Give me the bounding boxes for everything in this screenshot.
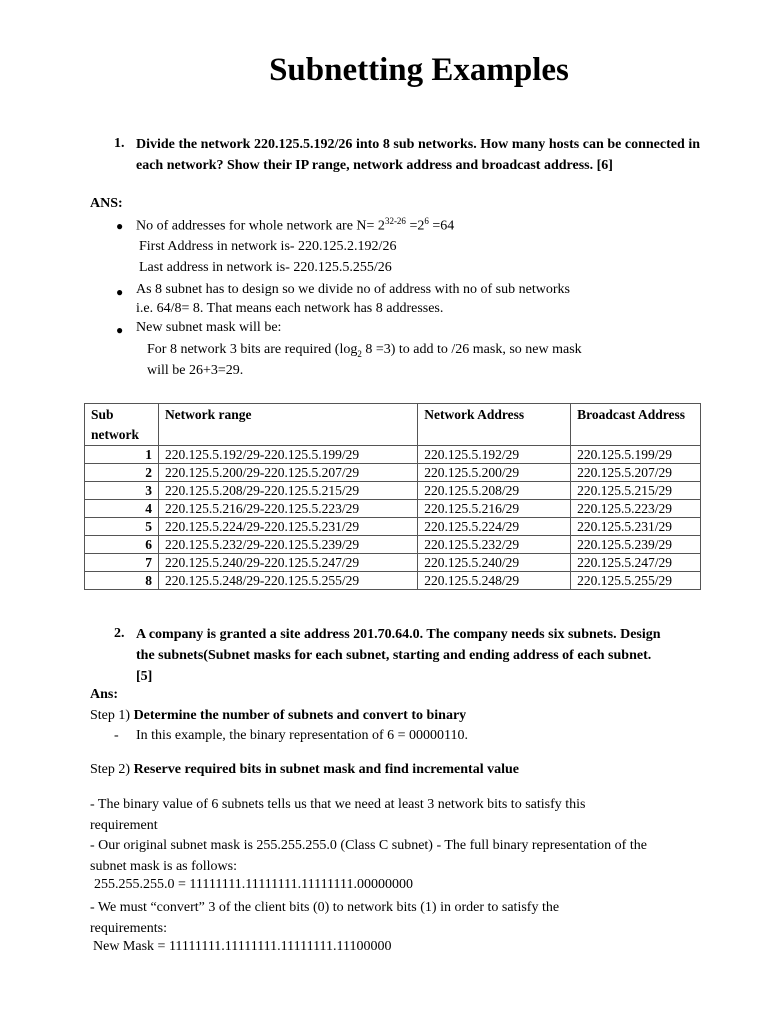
cell-network: 220.125.5.200/29 <box>418 464 571 482</box>
question-2-text: A company is granted a site address 201.70.64.0. The company needs six subnets. Design the subnets(Subnet masks for each subnet, starting and ending address of each subnet. [5] <box>136 627 661 684</box>
header-broadcast-address: Broadcast Address <box>571 404 701 446</box>
cell-range: 220.125.5.248/29-220.125.5.255/29 <box>158 572 417 590</box>
table-row <box>85 464 701 482</box>
new-mask-binary: New Mask = 11111111.11111111.11111111.11100000 <box>93 939 392 954</box>
answer-2-label: Ans: <box>90 687 119 702</box>
step-1-dash: - <box>114 728 119 743</box>
cell-sub: 8 <box>85 572 159 590</box>
cell-network: 220.125.5.216/29 <box>418 500 571 518</box>
bullet-2-line-2: i.e. 64/8= 8. That means each network has 8 addresses. <box>136 301 444 316</box>
cell-sub: 7 <box>85 554 159 572</box>
table-row <box>85 518 701 536</box>
table-row <box>85 482 701 500</box>
table-row <box>85 572 701 590</box>
cell-broadcast: 220.125.5.223/29 <box>571 500 701 518</box>
cell-network: 220.125.5.208/29 <box>418 482 571 500</box>
cell-range: 220.125.5.232/29-220.125.5.239/29 <box>158 536 417 554</box>
cell-broadcast: 220.125.5.231/29 <box>571 518 701 536</box>
header-network-range: Network range <box>158 404 417 446</box>
cell-range: 220.125.5.200/29-220.125.5.207/29 <box>158 464 417 482</box>
step-2-para-4: - We must “convert” 3 of the client bits (0) to network bits (1) in order to satisfy the requirements: <box>90 900 560 936</box>
addresses-count-line: No of addresses for whole network are $N= 2^{32-26} =2^6 =64$ <box>136 216 455 234</box>
question-1-text: Divide the network 220.125.5.192/26 into 8 sub networks. How many hosts can be connected in each network? Show their IP range, network address and broadcast address. [6] <box>136 137 700 173</box>
step-1-heading: Step 1) Determine the number of subnets and convert to binary <box>90 708 467 723</box>
bullet-2-line-1: As 8 subnet has to design so we divide no of address with no of sub networks <box>136 282 570 297</box>
bullet-icon: ● <box>116 219 124 233</box>
cell-sub: 3 <box>85 482 159 500</box>
cell-sub: 1 <box>85 446 159 464</box>
table-row <box>85 500 701 518</box>
cell-network: 220.125.5.248/29 <box>418 572 571 590</box>
answer-1-label: ANS: <box>90 196 123 211</box>
cell-network: 220.125.5.232/29 <box>418 536 571 554</box>
first-address-line: First Address in network is- 220.125.2.192/26 <box>139 239 397 254</box>
cell-range: 220.125.5.240/29-220.125.5.247/29 <box>158 554 417 572</box>
subnet-table <box>84 403 701 590</box>
page-title: Subnetting Examples <box>269 52 569 88</box>
cell-range: 220.125.5.208/29-220.125.5.215/29 <box>158 482 417 500</box>
question-2-number: 2. <box>114 626 125 641</box>
cell-broadcast: 220.125.5.215/29 <box>571 482 701 500</box>
cell-network: 220.125.5.192/29 <box>418 446 571 464</box>
cell-sub: 6 <box>85 536 159 554</box>
table-row <box>85 446 701 464</box>
cell-sub: 2 <box>85 464 159 482</box>
header-sub-network: Sub network <box>85 404 159 446</box>
bullet-icon: ● <box>116 285 124 299</box>
cell-broadcast: 220.125.5.255/29 <box>571 572 701 590</box>
cell-network: 220.125.5.240/29 <box>418 554 571 572</box>
cell-network: 220.125.5.224/29 <box>418 518 571 536</box>
cell-broadcast: 220.125.5.239/29 <box>571 536 701 554</box>
subnet-bits-line: For 8 network 3 bits are required ($\log_2$ 8 =3) to add to /26 mask, so new mask <box>147 342 582 359</box>
cell-sub: 5 <box>85 518 159 536</box>
question-1-number: 1. <box>114 136 125 151</box>
cell-range: 220.125.5.216/29-220.125.5.223/29 <box>158 500 417 518</box>
original-mask-binary: 255.255.255.0 = 11111111.11111111.11111111.00000000 <box>94 877 413 892</box>
last-address-line: Last address in network is- 220.125.5.255/26 <box>139 260 392 275</box>
step-2-heading: Step 2) Reserve required bits in subnet mask and find incremental value <box>90 762 519 777</box>
step-2-para-2: - Our original subnet mask is 255.255.255.0 (Class C subnet) - The full binary representation of the subnet mask is as follows: <box>90 838 647 874</box>
cell-broadcast: 220.125.5.199/29 <box>571 446 701 464</box>
cell-range: 220.125.5.224/29-220.125.5.231/29 <box>158 518 417 536</box>
cell-broadcast: 220.125.5.247/29 <box>571 554 701 572</box>
table-header-row <box>85 404 701 446</box>
bullet-icon: ● <box>116 323 124 337</box>
header-network-address: Network Address <box>418 404 571 446</box>
bullet-3-line: New subnet mask will be: <box>136 320 282 335</box>
cell-range: 220.125.5.192/29-220.125.5.199/29 <box>158 446 417 464</box>
cell-broadcast: 220.125.5.207/29 <box>571 464 701 482</box>
step-1-text: In this example, the binary representation of 6 = 00000110. <box>136 728 469 743</box>
table-row <box>85 554 701 572</box>
step-2-para-1: - The binary value of 6 subnets tells us that we need at least 3 network bits to satisfy this requirement <box>90 797 586 833</box>
cell-sub: 4 <box>85 500 159 518</box>
new-mask-line: will be 26+3=29. <box>147 363 244 378</box>
table-row <box>85 536 701 554</box>
